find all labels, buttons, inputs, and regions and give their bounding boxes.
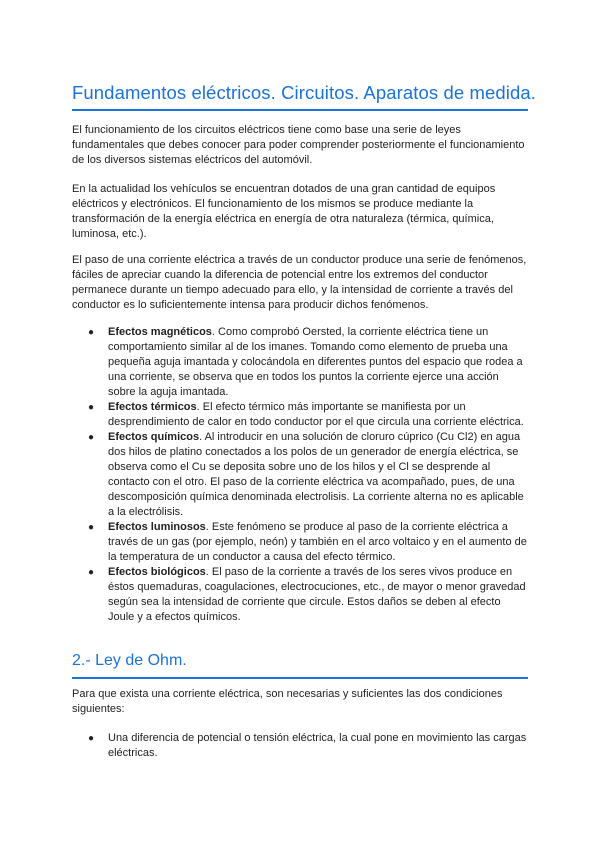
effect-description: . El efecto térmico más importante se manifiesta por un desprendimiento de calor en todo conductor por el que circula una corriente eléctrica. [108,401,524,428]
effect-term: Efectos químicos [108,431,200,443]
bullet-icon: ● [88,402,95,413]
paragraph-intro: El funcionamiento de los circuitos eléctricos tiene como base una serie de leyes fundamentales que debes conocer para poder comprender posteriormente el funcionamiento de los diversos sistemas eléctricos del automóvil. [72,124,525,166]
paragraph-current-passage: El paso de una corriente eléctrica a través de un conductor produce una serie de fenómenos, fáciles de apreciar cuando la diferencia de potencial entre los extremos del conductor permanece durante un tiempo adecuado para ello, y la intensidad de corriente a través del conductor es lo suficientemente intensa para producir dichos fenómenos. [72,254,527,311]
effect-description: . Este fenómeno se produce al paso de la corriente eléctrica a través de un gas (por ejemplo, neón) y también en el arco voltaico y en el aumento de la temperatura de un conductor a causa del efecto térmico. [108,521,527,563]
list-item [72,400,528,430]
list-item [72,430,528,520]
list-item [72,565,528,625]
bullet-icon: ● [88,733,95,744]
effect-description: . Al introducir en una solución de cloruro cúprico (Cu Cl2) en agua dos hilos de platino conectados a los polos de un generador de energía eléctrica, se observa como el Cu se deposita sobre uno de los hilos y el Cl se desprende al contacto con el otro. El paso de la corriente eléctrica va acompañado, pues, de una descomposición química denominada electrolisis. La corriente alterna no es aplicable a la electrólisis. [108,431,524,518]
title-underline [72,109,528,111]
bullet-icon: ● [88,567,95,578]
paragraph-vehicles: En la actualidad los vehículos se encuentran dotados de una gran cantidad de equipos eléctricos y electrónicos. El funcionamiento de los mismos se produce mediante la transformación de la energía eléctrica en energía de otra naturaleza (térmica, química, luminosa, etc.). [72,183,496,240]
bullet-icon: ● [88,522,95,533]
bullet-icon: ● [88,327,95,338]
bullet-icon: ● [88,432,95,443]
effect-term: Efectos biológicos [108,566,206,578]
effect-term: Efectos luminosos [108,521,206,533]
effect-term: Efectos magnéticos [108,326,212,338]
conditions-list [72,731,528,761]
list-item [72,520,528,565]
effect-term: Efectos térmicos [108,401,197,413]
paragraph-ohm-intro: Para que exista una corriente eléctrica, son necesarias y suficientes las dos condiciones siguientes: [72,688,503,715]
section-underline [72,677,528,679]
effects-list [72,325,528,625]
condition-text: Una diferencia de potencial o tensión eléctrica, la cual pone en movimiento las cargas eléctricas. [108,732,527,759]
effect-description: . Como comprobó Oersted, la corriente eléctrica tiene un comportamiento similar al de los imanes. Tomando como elemento de prueba una pequeña aguja imantada y colocándola en diferentes puntos del espacio que rodea a una corriente, se observa que en todos los puntos la corriente ejerce una acción sobre la aguja imantada. [108,326,523,398]
section-heading-ohm: 2.- Ley de Ohm. [72,652,187,669]
page-title: Fundamentos eléctricos. Circuitos. Aparatos de medida. [72,82,537,103]
list-item [72,731,528,761]
effect-description: . El paso de la corriente a través de los seres vivos produce en éstos quemaduras, coagulaciones, electrocuciones, etc., de mayor o menor gravedad según sea la intensidad de corriente que circule. Estos daños se deben al efecto Joule y a efectos químicos. [108,566,526,623]
list-item [72,325,528,400]
